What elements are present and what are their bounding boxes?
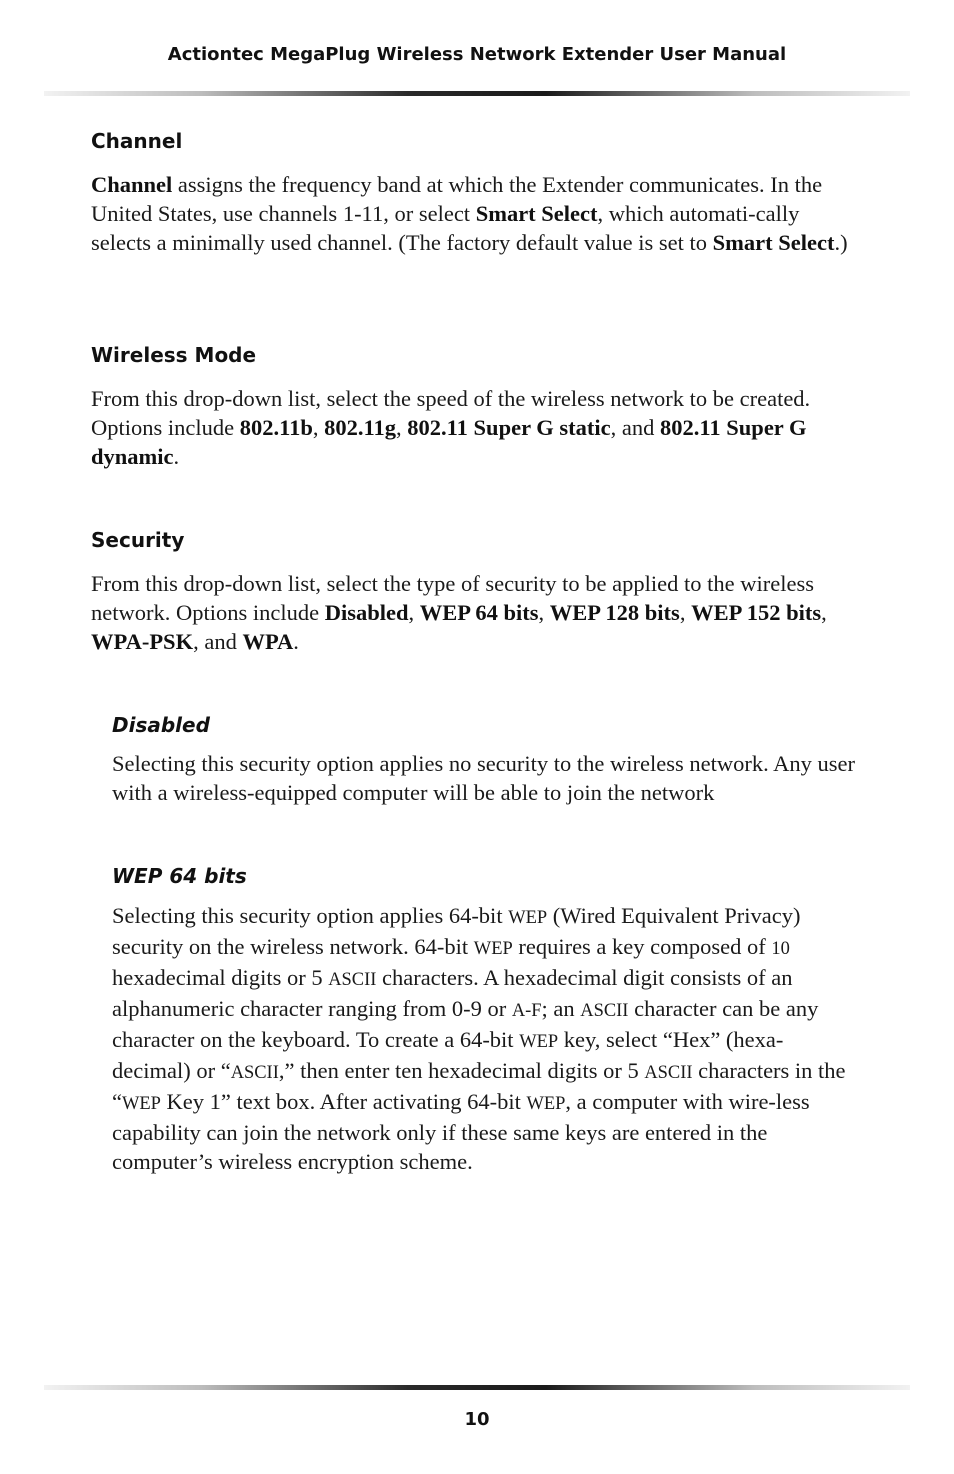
option-term: 802.11g [324,415,397,440]
text: , [538,600,550,625]
text: , a computer with wire-less capability can join the network only if these same keys are entered in the computer’s wireless encryption scheme. [112,1089,810,1174]
text: ; an [541,996,581,1021]
disabled-paragraph: Selecting this security option applies no security to the wireless network. Any user with a wireless-equipped computer will be able to join the network [112,751,855,805]
option-term: WPA-PSK [91,629,194,654]
text: , which automati-cally selects a minimally used channel. (The factory default value is set to [91,201,800,255]
footer-rule [44,1385,910,1390]
channel-heading: Channel [91,129,183,153]
wep64-paragraph [112,901,862,1176]
acronym: WEP [526,1093,566,1113]
text: , [396,415,408,440]
term-channel: Channel [91,172,173,197]
text: , and [610,415,661,440]
text: character can be any character on the keyboard. To create a 64-bit [112,996,819,1052]
running-header: Actiontec MegaPlug Wireless Network Extender User Manual [167,44,787,65]
header-rule [44,91,910,96]
text: Selecting this security option applies 64-bit [112,903,509,928]
channel-paragraph [91,170,861,257]
option-term: WPA [242,629,294,654]
text: key, select “Hex” (hexa-decimal) or “ [112,1027,784,1083]
option-term: WEP 152 bits [691,600,822,625]
term-smart-select: Smart Select [712,230,835,255]
page-number: 10 [464,1409,490,1430]
acronym: ASCII [580,1000,629,1020]
acronym: ASCII [644,1062,693,1082]
option-term: WEP 128 bits [549,600,680,625]
text: Key 1” text box. After activating 64-bit [160,1089,527,1114]
text: From this drop-down list, select the speed of the wireless network to be created. Options include [91,386,811,440]
option-term: 802.11 Super G dynamic [91,415,807,469]
acronym: ASCII [230,1062,279,1082]
wireless-mode-paragraph [91,384,861,471]
text: , [312,415,325,440]
text: , and [193,629,243,654]
wep64-subheading: WEP 64 bits [112,864,247,888]
text: , [408,600,420,625]
option-term: WEP 64 bits [419,600,539,625]
text: From this drop-down list, select the type of security to be applied to the wireless network. Options include [91,571,814,625]
text: (Wired Equivalent Privacy) security on the wireless network. 64-bit [112,903,801,959]
text: . [293,629,299,654]
text: hexadecimal digits or 5 [112,965,329,990]
acronym: A-F [511,1000,542,1020]
security-paragraph [91,569,861,656]
text: characters. A hexadecimal digit consists of an alphanumeric character ranging from 0-9 or [112,965,793,1021]
wireless-mode-heading: Wireless Mode [91,343,257,367]
disabled-subheading: Disabled [112,713,210,737]
option-term: Disabled [324,600,409,625]
text: requires a key composed of [512,934,772,959]
text: . [173,444,180,469]
acronym: WEP [508,907,548,927]
acronym: WEP [122,1093,161,1113]
security-heading: Security [91,528,185,552]
text: characters in the “ [112,1058,846,1114]
text: , [821,600,827,625]
text: assigns the frequency band at which the Extender communicates. In the United States, use channels 1-11, or select [91,172,823,226]
text: ,” then enter ten hexadecimal digits or 5 [278,1058,645,1083]
term-smart-select: Smart Select [475,201,598,226]
acronym: WEP [519,1031,559,1051]
text: .) [834,230,848,255]
number: 10 [771,938,790,958]
option-term: 802.11 Super G static [407,415,611,440]
text: , [679,600,692,625]
option-term: 802.11b [239,415,313,440]
acronym: ASCII [328,969,377,989]
acronym: WEP [473,938,513,958]
